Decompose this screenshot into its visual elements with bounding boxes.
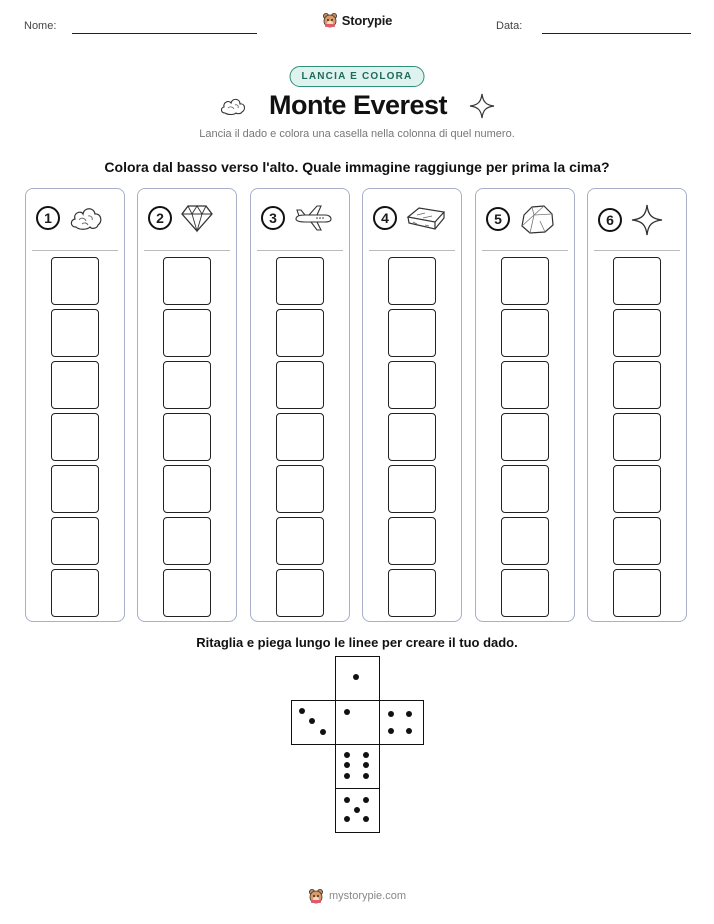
column-number: 6 [598,208,622,232]
color-boxes [276,257,324,617]
column-number: 4 [373,206,397,230]
column-number: 1 [36,206,60,230]
color-box[interactable] [501,517,549,565]
color-box[interactable] [163,517,211,565]
column-divider [369,250,455,251]
color-box[interactable] [613,361,661,409]
color-box[interactable] [388,465,436,513]
color-box[interactable] [388,569,436,617]
column-3 [250,188,350,622]
pip [299,708,305,714]
color-box[interactable] [501,413,549,461]
subtitle: Lancia il dado e colora una casella nella colonna di quel numero. [199,128,515,140]
color-box[interactable] [276,361,324,409]
color-box[interactable] [276,413,324,461]
pip [406,711,412,717]
column-number: 3 [261,206,285,230]
color-boxes [388,257,436,617]
pip [363,797,369,803]
color-box[interactable] [388,361,436,409]
dice-instruction: Ritaglia e piega lungo le linee per creare il tuo dado. [196,635,518,650]
color-box[interactable] [501,361,549,409]
color-box[interactable] [163,257,211,305]
color-box[interactable] [388,413,436,461]
color-box[interactable] [276,517,324,565]
column-2 [137,188,237,622]
pip [388,711,394,717]
color-box[interactable] [613,309,661,357]
color-box[interactable] [613,517,661,565]
color-box[interactable] [51,257,99,305]
color-boxes [501,257,549,617]
column-divider [482,250,568,251]
color-box[interactable] [163,465,211,513]
dice-face-left [291,700,336,745]
cloud-icon [219,95,247,117]
column-divider [257,250,343,251]
pip [354,807,360,813]
color-box[interactable] [388,517,436,565]
color-box[interactable] [163,361,211,409]
color-box[interactable] [501,309,549,357]
diamond-icon [180,203,214,233]
color-box[interactable] [501,257,549,305]
pip [344,762,350,768]
color-box[interactable] [276,257,324,305]
pip [363,752,369,758]
pip [388,728,394,734]
column-number: 5 [486,207,510,231]
color-box[interactable] [613,413,661,461]
color-box[interactable] [163,309,211,357]
pip [320,729,326,735]
sparkle-icon [630,203,664,237]
airplane-icon [293,203,333,233]
pip [363,816,369,822]
pip [344,752,350,758]
pip [309,718,315,724]
pip [363,773,369,779]
color-box[interactable] [613,465,661,513]
color-box[interactable] [276,309,324,357]
sparkle-icon [469,93,495,119]
column-divider [32,250,118,251]
color-boxes [51,257,99,617]
color-box[interactable] [388,257,436,305]
color-box[interactable] [51,569,99,617]
instruction: Colora dal basso verso l'alto. Quale immagine raggiunge per prima la cima? [104,159,610,175]
column-5 [475,188,575,622]
color-box[interactable] [276,465,324,513]
color-box[interactable] [51,309,99,357]
column-number: 2 [148,206,172,230]
column-6 [587,188,687,622]
pip [344,709,350,715]
pip [406,728,412,734]
dice-face-center [335,700,380,745]
column-divider [144,250,230,251]
color-box[interactable] [51,413,99,461]
color-boxes [613,257,661,617]
activity-badge: LANCIA E COLORA [290,66,425,87]
color-boxes [163,257,211,617]
color-box[interactable] [51,517,99,565]
pip [344,797,350,803]
title-row [0,90,714,121]
color-box[interactable] [388,309,436,357]
footer [0,888,714,904]
color-box[interactable] [276,569,324,617]
rock-icon [518,203,556,235]
color-box[interactable] [501,465,549,513]
date-line[interactable] [542,33,691,34]
color-box[interactable] [613,257,661,305]
footer-url[interactable]: mystorypie.com [328,890,407,902]
color-box[interactable] [163,413,211,461]
color-box[interactable] [51,465,99,513]
ice-block-icon [405,203,447,233]
dice-face-bottom [335,788,380,833]
dice-face-right [379,700,424,745]
color-box[interactable] [613,569,661,617]
bear-mascot-icon [322,12,338,28]
color-box[interactable] [163,569,211,617]
pip [344,773,350,779]
name-label: Nome: [24,20,57,32]
pip [363,762,369,768]
color-box[interactable] [501,569,549,617]
pip [344,816,350,822]
date-label: Data: [496,20,523,32]
bear-mascot-icon [308,888,324,904]
brand-logo [0,12,714,28]
dice-face-middle-bottom [335,744,380,789]
column-4 [362,188,462,622]
dice-face-top [335,656,380,701]
cloud-icon [68,203,104,233]
pip [353,674,359,680]
brand-name: Storypie [341,12,393,28]
page-title: Monte Everest [268,90,448,120]
color-box[interactable] [51,361,99,409]
column-1 [25,188,125,622]
column-divider [594,250,680,251]
name-line[interactable] [72,33,257,34]
